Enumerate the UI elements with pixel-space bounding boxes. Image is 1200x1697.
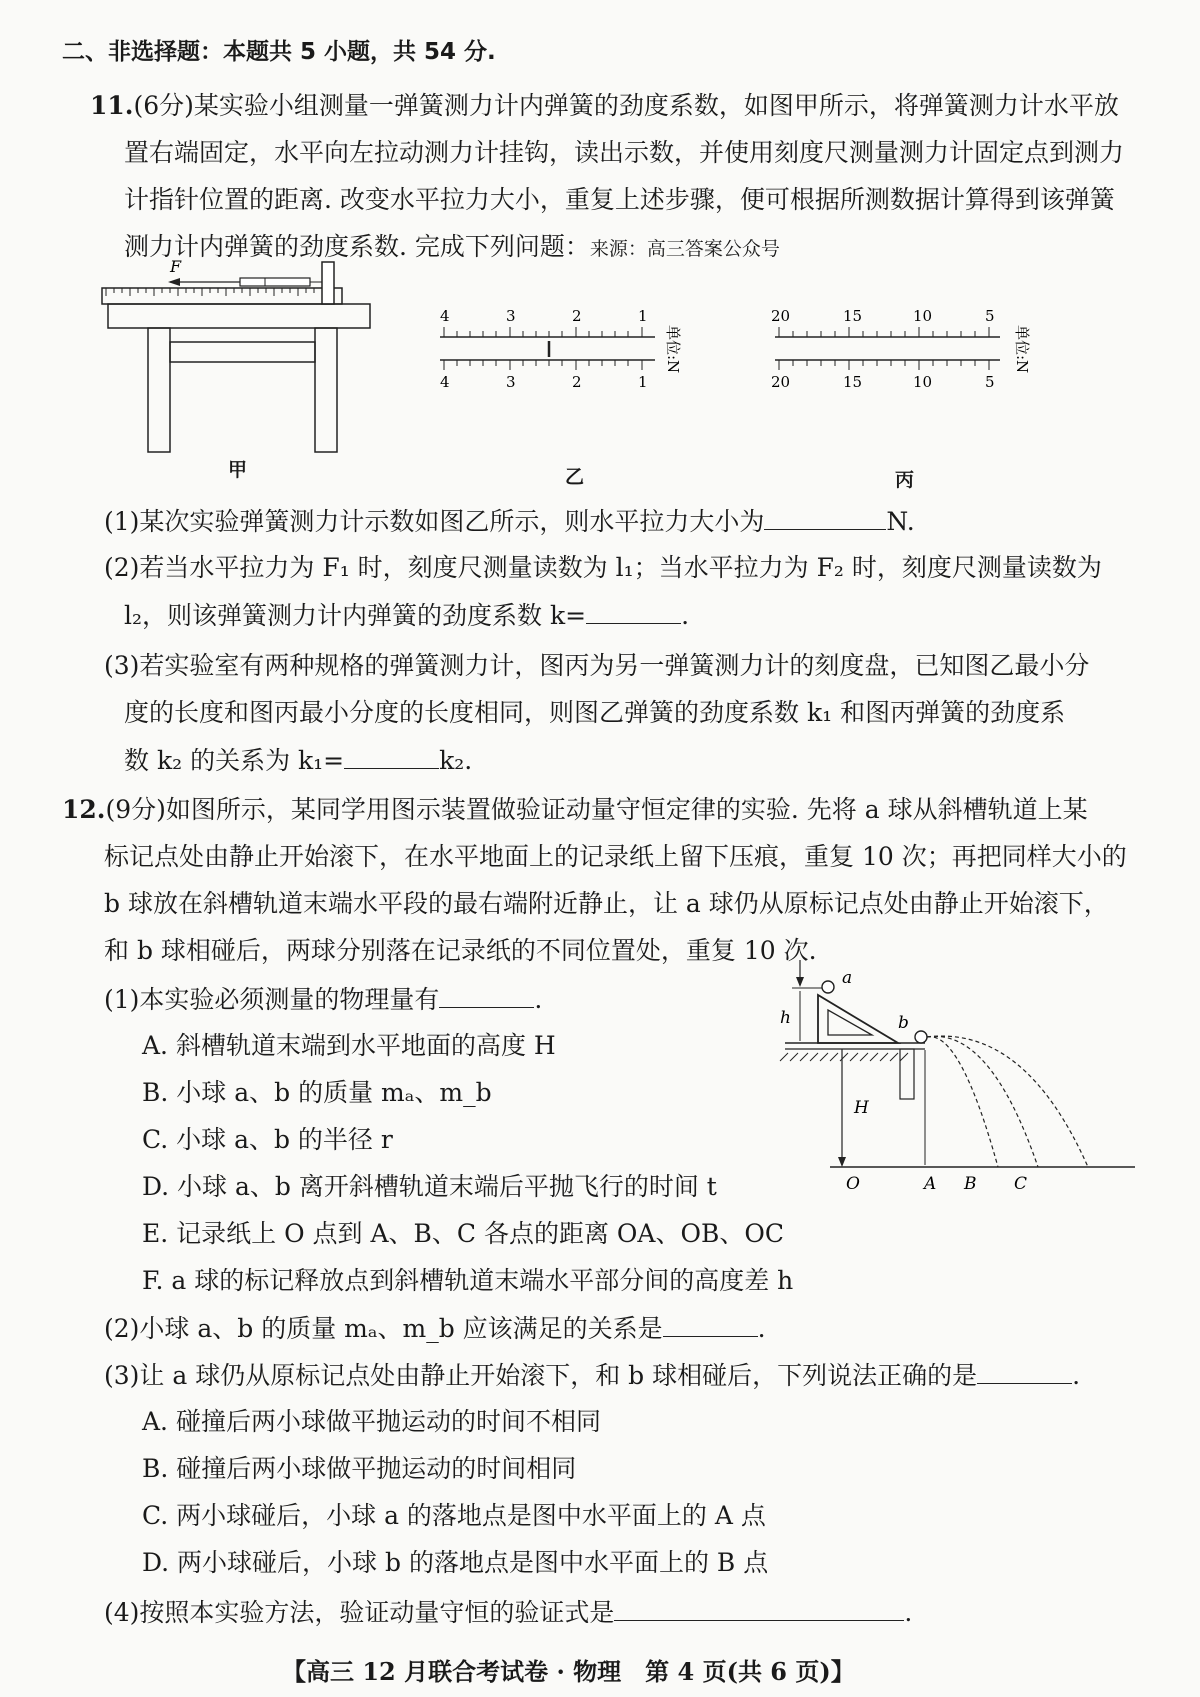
q11-line-1 [90, 88, 1119, 124]
q12-option-F: F. a 球的标记释放点到斜槽轨道末端水平部分间的高度差 h [142, 1266, 794, 1295]
q11-part-1 [104, 503, 915, 540]
q11-number: 11. [90, 91, 134, 120]
bing-tick-10b: 10 [913, 373, 933, 391]
q11-part-3b: 度的长度和图丙最小分度的长度相同，则图乙弹簧的劲度系数 k₁ 和图丙弹簧的劲度系 [124, 698, 1066, 727]
q12-option-E: E. 记录纸上 O 点到 A、B、C 各点的距离 OA、OB、OC [142, 1219, 784, 1248]
q12-part-2: (2)小球 a、b 的质量 mₐ、m_b 应该满足的关系是 . [104, 1310, 766, 1347]
q11-line-2: 置右端固定，水平向左拉动测力计挂钩，读出示数，并使用刻度尺测量测力计固定点到测力 [124, 138, 1125, 167]
q12-part-3: (3)让 a 球仍从原标记点处由静止开始滚下，和 b 球相碰后，下列说法正确的是 . [104, 1357, 1080, 1394]
q11-p2-end: . [681, 601, 690, 630]
answer-blank-11-3[interactable] [344, 742, 439, 769]
q11-text-4: 测力计内弹簧的劲度系数. 完成下列问题： [124, 232, 590, 261]
q12-part-4: (4)按照本实验方法，验证动量守恒的验证式是 . [104, 1594, 912, 1631]
answer-blank-12-2[interactable] [663, 1310, 758, 1337]
q12-p3-text: (3)让 a 球仍从原标记点处由静止开始滚下，和 b 球相碰后，下列说法正确的是 [104, 1361, 978, 1390]
yi-tick-1b: 1 [638, 373, 648, 391]
q12-part-1: (1)本实验必须测量的物理量有 . [104, 981, 542, 1018]
A-label: A [924, 1174, 937, 1194]
answer-blank-12-3[interactable] [977, 1357, 1072, 1384]
yi-unit: 单位:N [664, 325, 682, 374]
b-label: b [898, 1013, 909, 1033]
answer-blank-12-1[interactable] [439, 981, 534, 1008]
q12-p4-text: (4)按照本实验方法，验证动量守恒的验证式是 [104, 1598, 615, 1627]
page-footer: 【高三 12 月联合考试卷 · 物理 第 4 页(共 6 页)】 [282, 1657, 855, 1686]
O-label: O [846, 1174, 860, 1194]
q11-p3-end: k₂. [439, 746, 473, 775]
fig-jia-label: 甲 [228, 459, 248, 481]
bing-tick-15b: 15 [843, 373, 863, 391]
yi-tick-2b: 2 [572, 373, 582, 391]
q12-choice-D: D. 两小球碰后，小球 b 的落地点是图中水平面上的 B 点 [142, 1548, 769, 1577]
q12-line-4: 和 b 球相碰后，两球分别落在记录纸的不同位置处，重复 10 次. [104, 936, 817, 965]
bing-tick-15: 15 [843, 307, 863, 325]
section-header: 二、非选择题：本题共 5 小题，共 54 分. [62, 39, 496, 65]
answer-blank-11-2[interactable] [586, 597, 681, 624]
q12-option-B: B. 小球 a、b 的质量 mₐ、m_b [142, 1078, 492, 1107]
q12-text-1: (9分)如图所示，某同学用图示装置做验证动量守恒定律的实验. 先将 a 球从斜槽轨道上某 [105, 795, 1088, 824]
q12-line-2: 标记点处由静止开始滚下，在水平地面上的记录纸上留下压痕，重复 10 次；再把同样大小的 [104, 842, 1127, 871]
q11-line-3: 计指针位置的距离. 改变水平拉力大小，重复上述步骤，便可根据所测数据计算得到该弹簧 [124, 185, 1115, 214]
q12-choice-A: A. 碰撞后两小球做平抛运动的时间不相同 [142, 1407, 601, 1436]
bing-tick-10: 10 [913, 307, 933, 325]
yi-tick-3: 3 [506, 307, 516, 325]
q12-line-3: b 球放在斜槽轨道末端水平段的最右端附近静止，让 a 球仍从原标记点处由静止开始滚下， [104, 889, 1109, 918]
q12-option-D: D. 小球 a、b 离开斜槽轨道末端后平抛飞行的时间 t [142, 1172, 717, 1201]
q12-option-A: A. 斜槽轨道末端到水平地面的高度 H [142, 1031, 556, 1060]
yi-tick-1: 1 [638, 307, 648, 325]
q11-p1-unit: N. [886, 507, 915, 536]
q12-choice-B: B. 碰撞后两小球做平抛运动的时间相同 [142, 1454, 577, 1483]
fig-bing-label: 丙 [895, 469, 915, 491]
bing-tick-5b: 5 [985, 373, 995, 391]
q12-number: 12. [62, 795, 106, 824]
q12-p2-text: (2)小球 a、b 的质量 mₐ、m_b 应该满足的关系是 [104, 1314, 663, 1343]
bing-tick-20: 20 [771, 307, 791, 325]
q11-part-2b [124, 597, 689, 634]
a-label: a [842, 968, 853, 988]
yi-tick-4b: 4 [440, 373, 450, 391]
B-label: B [964, 1174, 977, 1194]
fig-yi-label: 乙 [565, 466, 585, 488]
figure-collision [770, 955, 1140, 1195]
q11-part-2a: (2)若当水平拉力为 F₁ 时，刻度尺测量读数为 l₁；当水平拉力为 F₂ 时，刻度尺测量读数为 [104, 553, 1102, 582]
q12-choice-C: C. 两小球碰后，小球 a 的落地点是图中水平面上的 A 点 [142, 1501, 766, 1530]
q11-part-3a: (3)若实验室有两种规格的弹簧测力计，图丙为另一弹簧测力计的刻度盘，已知图乙最小分 [104, 651, 1090, 680]
q11-part-3c [124, 742, 472, 779]
q12-p1-text: (1)本实验必须测量的物理量有 [104, 985, 440, 1014]
figure-jia [100, 257, 390, 455]
bing-tick-20b: 20 [771, 373, 791, 391]
answer-blank-11-1[interactable] [764, 503, 886, 530]
figure-bing [765, 305, 1055, 395]
answer-blank-12-4[interactable] [614, 1594, 904, 1621]
source-note: 来源：高三答案公众号 [589, 238, 780, 260]
H-label: H [854, 1098, 869, 1118]
q12-line-1 [62, 792, 1088, 828]
q11-p1-text: (1)某次实验弹簧测力计示数如图乙所示，则水平拉力大小为 [104, 507, 765, 536]
yi-tick-4: 4 [440, 307, 450, 325]
yi-tick-2: 2 [572, 307, 582, 325]
q11-p2-text: l₂，则该弹簧测力计内弹簧的劲度系数 k= [124, 601, 587, 630]
q11-text-1: (6分)某实验小组测量一弹簧测力计内弹簧的劲度系数，如图甲所示，将弹簧测力计水平放 [133, 91, 1119, 120]
figure-yi [430, 305, 700, 395]
bing-tick-5: 5 [985, 307, 995, 325]
q11-p3-text: 数 k₂ 的关系为 k₁= [124, 746, 345, 775]
bing-unit: 单位:N [1013, 325, 1031, 374]
yi-tick-3b: 3 [506, 373, 516, 391]
q12-option-C: C. 小球 a、b 的半径 r [142, 1125, 393, 1154]
force-label: F [170, 257, 182, 276]
q11-line-4 [124, 229, 780, 267]
h-label: h [780, 1008, 791, 1028]
C-label: C [1014, 1174, 1028, 1194]
